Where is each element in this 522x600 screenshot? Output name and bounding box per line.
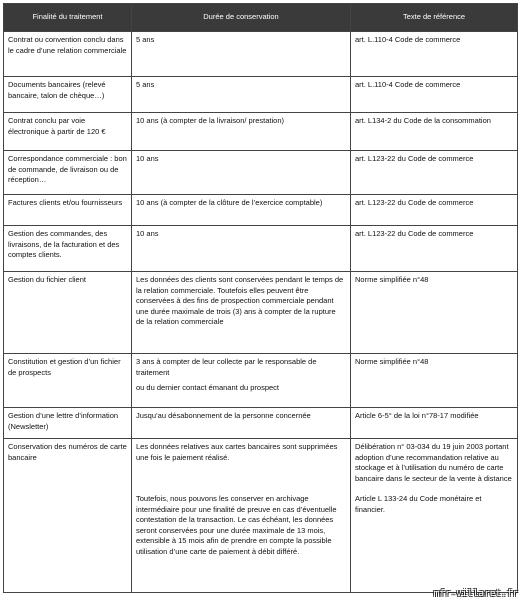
cell-reference: art. L123-22 du Code de commerce xyxy=(351,195,518,226)
cell-duration: 10 ans (à compter de la clôture de l’exercice comptable) xyxy=(132,195,351,226)
table-row xyxy=(4,151,518,195)
cell-duration: 10 ans (à compter de la livraison/ prestation) xyxy=(132,113,351,151)
duration-text-extra: ou du dernier contact émanant du prospect xyxy=(136,383,280,392)
table-header-row xyxy=(4,4,518,32)
table-row xyxy=(4,32,518,77)
table-row xyxy=(4,113,518,151)
cell-purpose: Contrat ou convention conclu dans le cadre d’une relation commerciale xyxy=(4,32,132,77)
cell-purpose: Conservation des numéros de carte bancaire xyxy=(4,439,132,593)
reference-text: Délibération n° 03-034 du 19 juin 2003 portant adoption d’une recommandation relative au stockage et à l’utilisation du numéro de carte bancaire dans le secteur de la vente à distance xyxy=(355,442,512,483)
table-row xyxy=(4,439,518,593)
cell-purpose: Documents bancaires (relevé bancaire, talon de chèque…) xyxy=(4,77,132,113)
cell-purpose: Gestion du fichier client xyxy=(4,272,132,354)
cell-purpose: Gestion des commandes, des livraisons, de la facturation et des comptes clients. xyxy=(4,226,132,272)
table-row xyxy=(4,195,518,226)
cell-duration: 5 ans xyxy=(132,77,351,113)
cell-duration: Jusqu’au désabonnement de la personne concernée xyxy=(132,408,351,439)
table-row xyxy=(4,226,518,272)
cell-purpose: Contrat conclu par voie électronique à partir de 120 € xyxy=(4,113,132,151)
cell-reference: art. L134-2 du Code de la consommation xyxy=(351,113,518,151)
cell-reference: Norme simplifiée n°48 xyxy=(351,354,518,408)
cell-duration: 5 ans xyxy=(132,32,351,77)
cell-reference: art. L123-22 du Code de commerce xyxy=(351,151,518,195)
cell-purpose: Gestion d’une lettre d’information (Newsletter) xyxy=(4,408,132,439)
table-row xyxy=(4,272,518,354)
duration-text-extra: Toutefois, nous pouvons les conserver en archivage intermédiaire pour une finalité de preuve en cas d’éventuelle contestation de la transaction. Le cas échéant, les données seront conservées pour une durée maximale de 13 mois, extensible à 15 mois afin de prendre en compte la possible utilisation d’une carte de paiement à débit différé. xyxy=(136,494,337,556)
table-row xyxy=(4,408,518,439)
retention-table xyxy=(3,3,518,593)
cell-reference: Article 6-5° de la loi n°78-17 modifiée xyxy=(351,408,518,439)
cell-purpose: Correspondance commerciale : bon de commande, de livraison ou de réception… xyxy=(4,151,132,195)
header-reference: Texte de référence xyxy=(351,4,518,32)
cell-duration: Les données des clients sont conservées pendant le temps de la relation commerciale. Toutefois elles peuvent être conservées à des fins de prospection commerciale pendant une durée maximale de trois (3) ans à compter de la rupture de la relation commerciale xyxy=(132,272,351,354)
cell-purpose: Constitution et gestion d’un fichier de prospects xyxy=(4,354,132,408)
cell-duration: 10 ans xyxy=(132,226,351,272)
site-watermark: mfr-villaret.fr xyxy=(433,589,518,599)
cell-purpose: Factures clients et/ou fournisseurs xyxy=(4,195,132,226)
cell-reference xyxy=(351,439,518,593)
cell-duration: 10 ans xyxy=(132,151,351,195)
reference-text-extra: Article L 133-24 du Code monétaire et financier. xyxy=(355,494,482,514)
header-purpose: Finalité du traitement xyxy=(4,4,132,32)
cell-reference: art. L.110-4 Code de commerce xyxy=(351,77,518,113)
cell-reference: Norme simplifiée n°48 xyxy=(351,272,518,354)
duration-text: 3 ans à compter de leur collecte par le responsable de traitement xyxy=(136,357,317,377)
cell-duration xyxy=(132,439,351,593)
table-row xyxy=(4,354,518,408)
table-row xyxy=(4,77,518,113)
cell-reference: art. L123-22 du Code de commerce xyxy=(351,226,518,272)
cell-duration xyxy=(132,354,351,408)
duration-text: Les données relatives aux cartes bancaires sont supprimées une fois le paiement réalisé. xyxy=(136,442,338,462)
cell-reference: art. L.110-4 Code de commerce xyxy=(351,32,518,77)
header-duration: Durée de conservation xyxy=(132,4,351,32)
